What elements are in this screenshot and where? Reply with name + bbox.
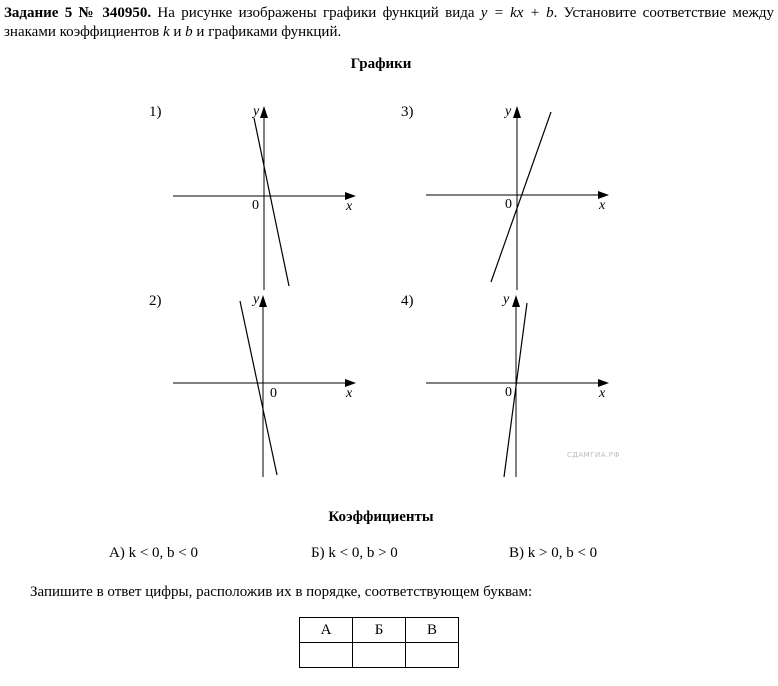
graph-4-y-label: y <box>503 292 510 307</box>
graph-3-y-label: y <box>505 104 512 119</box>
graph-1-number: 1) <box>149 104 162 120</box>
watermark: СДАМГИА.РФ <box>567 451 620 459</box>
task-label: Задание 5 № 340950. <box>4 5 152 21</box>
answer-table-header-row <box>300 618 459 643</box>
answer-header-b: Б <box>353 618 406 643</box>
answer-header-v: В <box>406 618 459 643</box>
answer-table-value-row <box>300 643 459 668</box>
graph-1-y-arrow <box>260 106 268 118</box>
option-b: Б) k < 0, b > 0 <box>311 545 398 561</box>
task-text-before: На рисунке изображены графики функций вида <box>151 5 481 21</box>
graph-2-x-label: x <box>346 386 353 401</box>
answer-cell-a[interactable] <box>300 643 353 668</box>
graph-3-number: 3) <box>401 104 414 120</box>
graph-3-x-label: x <box>599 198 606 213</box>
graph-1 <box>170 100 370 295</box>
graph-4-number: 4) <box>401 293 414 309</box>
graph-1-line <box>254 118 289 286</box>
coefficients-heading: Коэффициенты <box>328 509 434 525</box>
graph-2-y-arrow <box>259 295 267 307</box>
task-text-after: и графиками функций. <box>192 24 342 40</box>
task-k: k <box>162 24 170 40</box>
option-a: А) k < 0, b < 0 <box>109 545 198 561</box>
instruction: Запишите в ответ цифры, расположив их в порядке, соответствующем буквам: <box>30 584 533 600</box>
graph-4-y-arrow <box>512 295 520 307</box>
graph-3-zero: 0 <box>505 197 512 212</box>
graph-3 <box>423 100 623 295</box>
task-and: и <box>169 24 186 40</box>
answer-cell-b[interactable] <box>353 643 406 668</box>
answer-cell-v[interactable] <box>406 643 459 668</box>
task-statement <box>4 4 774 42</box>
graphs-heading: Графики <box>350 56 412 72</box>
graph-2-y-label: y <box>253 292 260 307</box>
graph-3-line <box>491 112 551 282</box>
task-b: b <box>185 24 193 40</box>
graph-2 <box>170 289 370 484</box>
task-formula: y = kx + b <box>480 5 554 21</box>
graph-3-y-arrow <box>513 106 521 118</box>
graph-4-x-label: x <box>599 386 606 401</box>
option-v: В) k > 0, b < 0 <box>509 545 598 561</box>
graph-1-x-label: x <box>346 199 353 214</box>
graph-2-zero: 0 <box>270 386 277 401</box>
graph-4-zero: 0 <box>505 385 512 400</box>
graph-2-number: 2) <box>149 293 162 309</box>
answer-table <box>299 617 459 668</box>
answer-header-a: А <box>300 618 353 643</box>
graph-1-zero: 0 <box>252 198 259 213</box>
task-text-middle: . Установите соответствие между знаками коэффициентов <box>4 5 774 40</box>
graph-1-y-label: y <box>253 104 260 119</box>
